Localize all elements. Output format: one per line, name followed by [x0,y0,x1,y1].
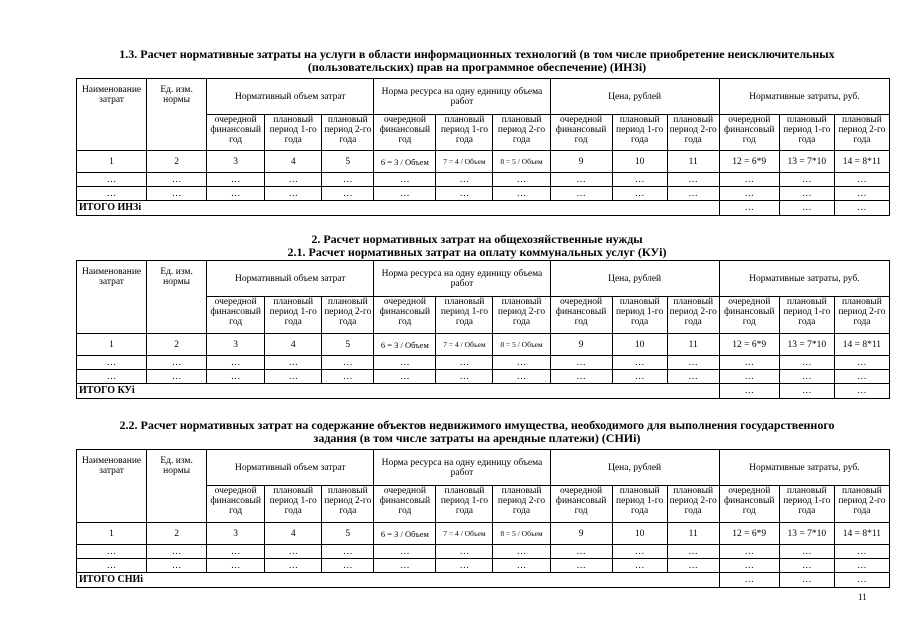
total-label: ИТОГО КУi [77,384,720,399]
column-number: 10 [612,151,667,173]
table-cell: … [265,545,322,559]
subheader-cell: плановый период 2-го года [667,297,719,334]
table-cell: … [493,187,550,201]
group-header-row [77,261,890,297]
column-number: 10 [612,523,667,545]
column-number: 5 [322,151,374,173]
table-cell: … [207,187,265,201]
table-cell: … [667,173,719,187]
table-cell: … [834,559,889,573]
column-number: 1 [77,151,147,173]
table-cell: … [147,173,207,187]
column-number: 5 [322,523,374,545]
table-cell: … [436,173,493,187]
subheader-cell: плановый период 2-го года [834,297,889,334]
col-name-header: Наименование затрат [77,79,147,151]
table-row [77,187,890,201]
column-number: 9 [550,151,612,173]
table-cell: … [719,173,779,187]
column-number: 13 = 7*10 [779,523,834,545]
total-row [77,573,890,588]
table-row [77,559,890,573]
table-cell: … [779,187,834,201]
section-title-line: 1.3. Расчет нормативные затраты на услуги в области информационных технологий (в том числе приобретение неисключительных [119,47,835,61]
total-cell: … [719,201,779,216]
column-number: 9 [550,334,612,356]
column-number: 8 = 5 / Объем [493,523,550,545]
total-row [77,201,890,216]
table-cell: … [612,559,667,573]
column-number: 4 [265,523,322,545]
table-cell: … [436,370,493,384]
subheader-cell: плановый период 2-го года [834,115,889,151]
table-cell: … [779,370,834,384]
column-number: 10 [612,334,667,356]
column-number: 5 [322,334,374,356]
group-header: Нормативный объем затрат [207,450,374,486]
total-cell: … [834,573,889,588]
table-cell: … [719,370,779,384]
section-title-line: 2.1. Расчет нормативных затрат на оплату коммунальных услуг (КУi) [287,245,667,259]
table-cell: … [77,187,147,201]
total-row [77,384,890,399]
table-cell: … [493,370,550,384]
total-cell: … [834,384,889,399]
table-cell: … [612,173,667,187]
group-header: Норма ресурса на одну единицу объема работ [374,79,550,115]
subheader-cell: очередной финансовый год [374,297,436,334]
column-number: 8 = 5 / Объем [493,334,550,356]
subheader-cell: очередной финансовый год [550,115,612,151]
subheader-cell: плановый период 1-го года [612,115,667,151]
table-row [77,545,890,559]
table-cell: … [834,173,889,187]
table-cell: … [719,545,779,559]
table-cell: … [322,356,374,370]
subheader-cell: плановый период 1-го года [612,486,667,523]
table-cell: … [207,559,265,573]
table-cell: … [265,356,322,370]
table-cell: … [147,187,207,201]
table-cell: … [77,356,147,370]
column-number: 13 = 7*10 [779,334,834,356]
column-number: 7 = 4 / Объем [436,523,493,545]
subheader-cell: плановый период 2-го года [322,115,374,151]
table-cell: … [667,370,719,384]
column-number-row [77,334,890,356]
column-number: 13 = 7*10 [779,151,834,173]
table-cell: … [374,173,436,187]
column-number: 3 [207,334,265,356]
subheader-cell: плановый период 1-го года [779,297,834,334]
table-cell: … [779,559,834,573]
column-number: 11 [667,151,719,173]
column-number: 7 = 4 / Объем [436,151,493,173]
table-cell: … [322,559,374,573]
subheader-cell: плановый период 1-го года [265,297,322,334]
group-header: Нормативные затраты, руб. [719,261,889,297]
group-header: Цена, рублей [550,450,719,486]
section-title-line: (пользовательских) прав на программное обеспечение) (ИНЗi) [307,60,647,74]
table-cell: … [374,545,436,559]
total-cell: … [834,201,889,216]
table-cell: … [436,187,493,201]
table-cell: … [719,559,779,573]
table-cell: … [667,187,719,201]
column-number: 12 = 6*9 [719,151,779,173]
group-header: Норма ресурса на одну единицу объема работ [374,450,550,486]
column-number: 14 = 8*11 [834,151,889,173]
table-cell: … [207,173,265,187]
subheader-cell: плановый период 1-го года [436,486,493,523]
column-number: 8 = 5 / Объем [493,151,550,173]
table-cell: … [612,370,667,384]
column-number: 3 [207,151,265,173]
subheader-cell: очередной финансовый год [374,486,436,523]
table-cell: … [322,173,374,187]
group-header-row [77,450,890,486]
subheader-cell: плановый период 1-го года [779,115,834,151]
table-cell: … [612,545,667,559]
table-cell: … [550,545,612,559]
column-number: 2 [147,334,207,356]
table-cell: … [550,370,612,384]
column-number: 1 [77,523,147,545]
table-cell: … [322,545,374,559]
table-cell: … [779,545,834,559]
subheader-cell: очередной финансовый год [207,115,265,151]
group-header: Нормативный объем затрат [207,261,374,297]
column-number: 6 = 3 / Объем [374,523,436,545]
subheader-cell: плановый период 1-го года [265,486,322,523]
column-number: 7 = 4 / Объем [436,334,493,356]
subheader-cell: плановый период 2-го года [493,115,550,151]
group-header: Норма ресурса на одну единицу объема работ [374,261,550,297]
total-label: ИТОГО СНИi [77,573,720,588]
section-title-line: 2. Расчет нормативных затрат на общехозяйственные нужды [311,232,643,246]
table-cell: … [374,559,436,573]
column-number: 12 = 6*9 [719,523,779,545]
table-cell: … [436,545,493,559]
column-number: 3 [207,523,265,545]
subheader-cell: плановый период 2-го года [834,486,889,523]
section-title [64,233,890,259]
table-cell: … [834,356,889,370]
table-cell: … [719,356,779,370]
column-number: 9 [550,523,612,545]
table-cell: … [77,173,147,187]
table-cell: … [550,173,612,187]
column-number: 11 [667,523,719,545]
col-name-header: Наименование затрат [77,261,147,334]
subheader-cell: плановый период 2-го года [322,486,374,523]
column-number: 12 = 6*9 [719,334,779,356]
table-cell: … [147,356,207,370]
column-number: 6 = 3 / Объем [374,334,436,356]
table-cell: … [493,559,550,573]
subheader-cell: плановый период 2-го года [493,297,550,334]
subheader-cell: плановый период 1-го года [436,297,493,334]
total-cell: … [779,573,834,588]
table-cell: … [147,370,207,384]
section-title-line: 2.2. Расчет нормативных затрат на содержание объектов недвижимого имущества, необходимого для выполнения государственного [119,418,835,432]
table-cell: … [719,187,779,201]
table-cell: … [493,545,550,559]
table-cell: … [374,356,436,370]
subheader-cell: очередной финансовый год [550,486,612,523]
cost-table [76,449,890,588]
table-cell: … [550,356,612,370]
column-number: 2 [147,523,207,545]
column-number: 14 = 8*11 [834,523,889,545]
column-number-row [77,523,890,545]
col-unit-header: Ед. изм. нормы [147,450,207,523]
table-cell: … [265,559,322,573]
table-cell: … [550,187,612,201]
table-cell: … [493,173,550,187]
table-cell: … [436,559,493,573]
subheader-cell: плановый период 1-го года [265,115,322,151]
table-cell: … [322,370,374,384]
total-cell: … [719,573,779,588]
table-cell: … [612,356,667,370]
table-cell: … [374,370,436,384]
column-number: 4 [265,334,322,356]
table-row [77,370,890,384]
table-row [77,356,890,370]
group-header: Нормативный объем затрат [207,79,374,115]
group-header-row [77,79,890,115]
subheader-cell: плановый период 2-го года [667,115,719,151]
table-cell: … [493,356,550,370]
table-cell: … [265,173,322,187]
subheader-cell: очередной финансовый год [719,486,779,523]
group-header: Нормативные затраты, руб. [719,79,889,115]
table-cell: … [667,356,719,370]
column-number: 11 [667,334,719,356]
section-title [64,419,890,445]
table-cell: … [147,545,207,559]
subheader-cell: плановый период 1-го года [612,297,667,334]
table-cell: … [550,559,612,573]
table-cell: … [834,545,889,559]
table-cell: … [265,187,322,201]
subheader-cell: очередной финансовый год [207,297,265,334]
table-cell: … [265,370,322,384]
column-number: 1 [77,334,147,356]
subheader-cell: очередной финансовый год [374,115,436,151]
subheader-cell: плановый период 1-го года [779,486,834,523]
subheader-cell: плановый период 2-го года [667,486,719,523]
total-label: ИТОГО ИНЗi [77,201,720,216]
subheader-cell: плановый период 1-го года [436,115,493,151]
section-title-line: задания (в том числе затраты на арендные платежи) (СНИi) [313,431,641,445]
col-name-header: Наименование затрат [77,450,147,523]
table-cell: … [374,187,436,201]
total-cell: … [779,201,834,216]
subheader-cell: очередной финансовый год [550,297,612,334]
subheader-cell: очередной финансовый год [207,486,265,523]
table-row [77,173,890,187]
group-header: Цена, рублей [550,79,719,115]
column-number-row [77,151,890,173]
subheader-cell: очередной финансовый год [719,115,779,151]
table-cell: … [436,356,493,370]
column-number: 4 [265,151,322,173]
table-cell: … [612,187,667,201]
section-title [64,48,890,74]
subheader-cell: очередной финансовый год [719,297,779,334]
table-cell: … [77,559,147,573]
table-cell: … [667,545,719,559]
group-header: Цена, рублей [550,261,719,297]
table-cell: … [147,559,207,573]
table-cell: … [77,370,147,384]
column-number: 6 = 3 / Объем [374,151,436,173]
cost-table [76,260,890,399]
subheader-cell: плановый период 2-го года [322,297,374,334]
col-unit-header: Ед. изм. нормы [147,261,207,334]
column-number: 2 [147,151,207,173]
total-cell: … [779,384,834,399]
column-number: 14 = 8*11 [834,334,889,356]
table-cell: … [207,545,265,559]
group-header: Нормативные затраты, руб. [719,450,889,486]
table-cell: … [834,370,889,384]
table-cell: … [77,545,147,559]
cost-table [76,78,890,216]
col-unit-header: Ед. изм. нормы [147,79,207,151]
table-cell: … [779,356,834,370]
subheader-cell: плановый период 2-го года [493,486,550,523]
table-cell: … [207,356,265,370]
table-cell: … [667,559,719,573]
table-cell: … [779,173,834,187]
page-number: 11 [858,592,867,602]
table-cell: … [834,187,889,201]
total-cell: … [719,384,779,399]
table-cell: … [322,187,374,201]
table-cell: … [207,370,265,384]
